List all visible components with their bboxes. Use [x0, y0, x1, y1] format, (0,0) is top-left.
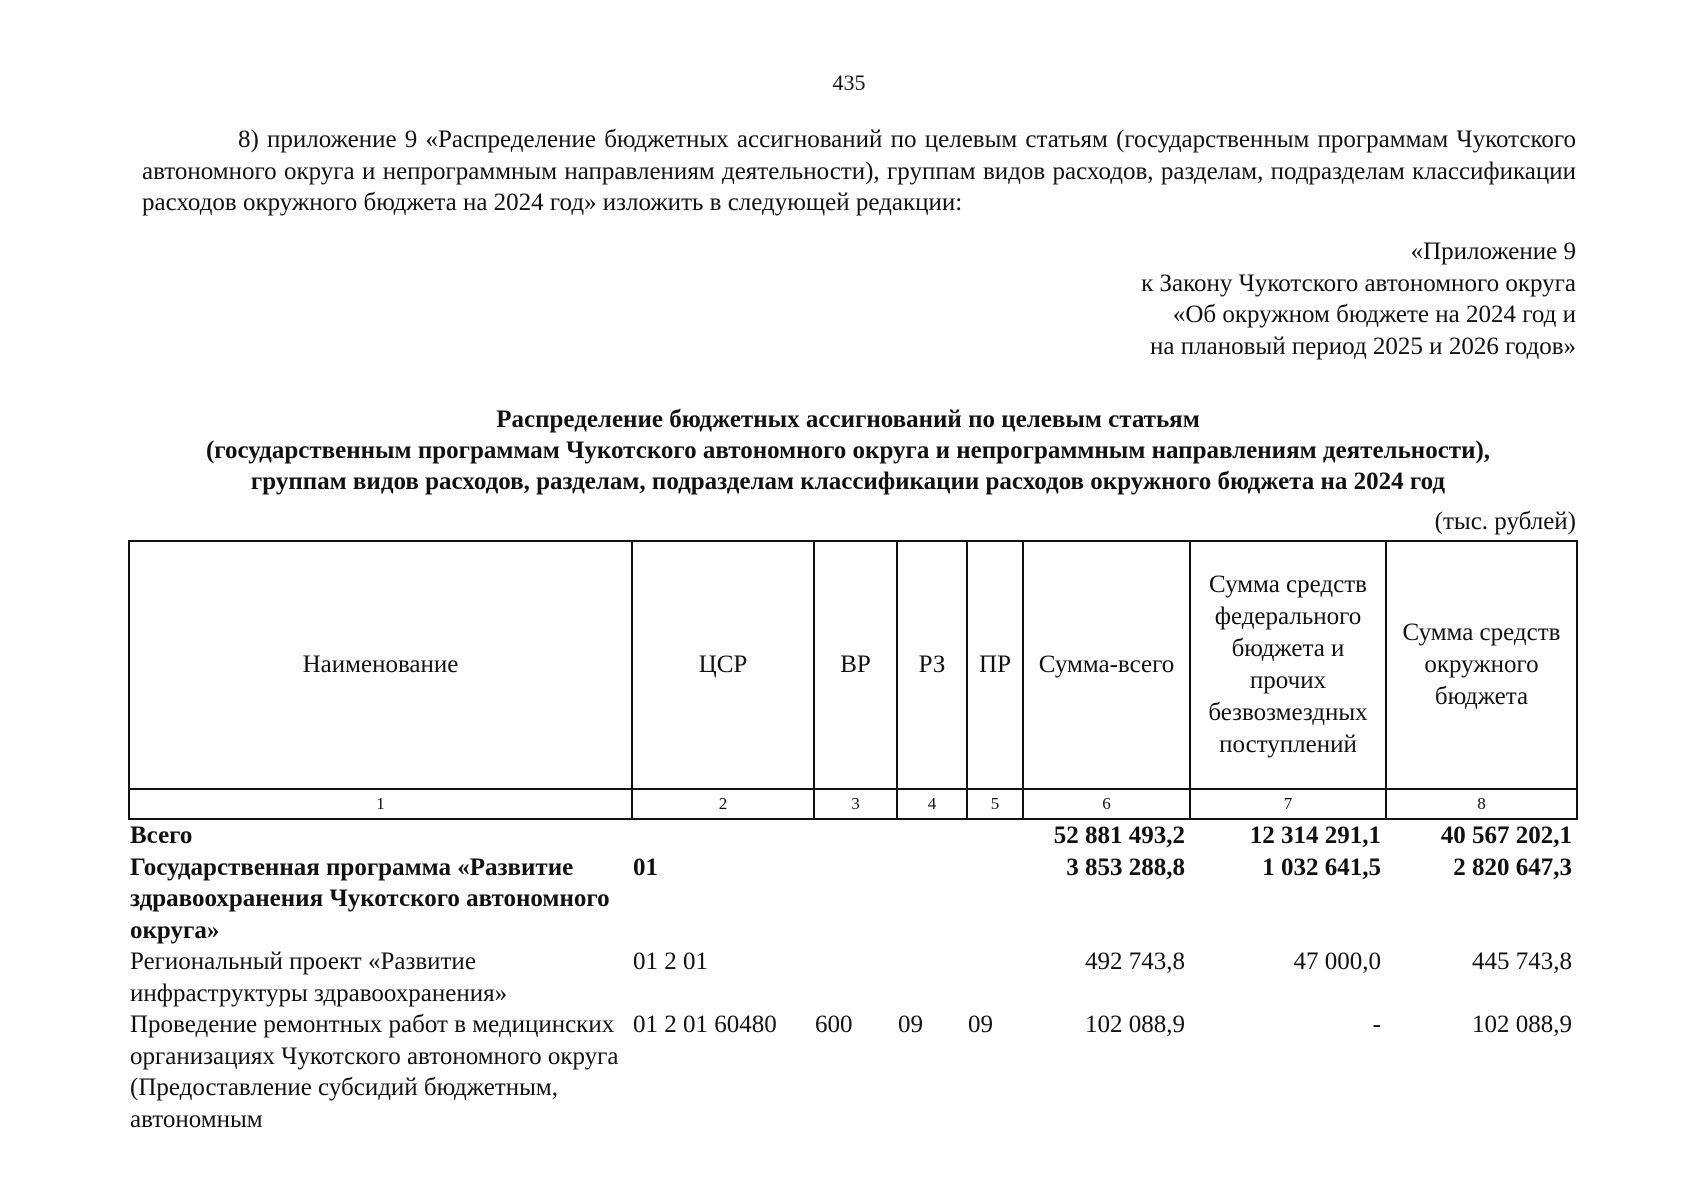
row-sum-district: 102 088,9	[1472, 1011, 1572, 1038]
column-number: 8	[1386, 789, 1577, 819]
row-csr: 01 2 01 60480	[633, 1011, 777, 1038]
budget-table-header	[128, 540, 1578, 820]
row-rz: 09	[898, 1011, 923, 1038]
table-row	[128, 946, 1576, 1009]
annex-line-4: на плановый период 2025 и 2026 годов»	[1150, 332, 1576, 360]
title-line-3: группам видов расходов, разделам, подразделам классификации расходов окружного бюджета на 2024 год	[250, 468, 1446, 495]
row-csr: 01 2 01	[633, 948, 708, 975]
row-sum-total: 492 743,8	[1085, 948, 1185, 975]
table-row	[128, 1009, 1576, 1135]
row-sum-total: 52 881 493,2	[1053, 822, 1185, 849]
row-csr	[631, 820, 813, 852]
header-sum-total: Сумма-всего	[1023, 541, 1190, 789]
row-pr	[966, 946, 1022, 1009]
row-name: Региональный проект «Развитие инфраструктуры здравоохранения»	[130, 948, 508, 1007]
row-vr	[813, 852, 896, 947]
row-sum-district: 2 820 647,3	[1453, 853, 1572, 881]
row-name: Всего	[130, 822, 193, 849]
table-row	[128, 820, 1576, 852]
header-vr: ВР	[814, 541, 897, 789]
row-csr: 01	[633, 853, 658, 881]
table-row	[128, 852, 1576, 947]
row-pr	[966, 852, 1022, 947]
row-sum-federal: -	[1372, 1011, 1381, 1038]
row-pr	[966, 820, 1022, 852]
unit-note: (тыс. рублей)	[1434, 508, 1576, 535]
column-number: 3	[814, 789, 897, 819]
row-sum-federal: 1 032 641,5	[1262, 853, 1381, 881]
row-name: Проведение ремонтных работ в медицинских организациях Чукотского автономного округа (Предоставление субсидий бюджетным, автономным	[130, 1011, 619, 1133]
column-number-row	[129, 789, 1577, 819]
budget-table-body	[128, 820, 1576, 1135]
row-sum-federal: 47 000,0	[1293, 948, 1381, 975]
annex-line-3: «Об окружном бюджете на 2024 год и	[1172, 301, 1576, 328]
row-sum-district: 445 743,8	[1472, 948, 1572, 975]
column-number: 2	[632, 789, 814, 819]
row-sum-district: 40 567 202,1	[1440, 822, 1572, 849]
title-line-2: (государственным программам Чукотского автономного округа и непрограммным направлениям деятельности),	[205, 437, 1491, 464]
column-number: 4	[897, 789, 967, 819]
column-number: 7	[1190, 789, 1386, 819]
annex-reference	[956, 236, 1576, 362]
column-number: 5	[967, 789, 1023, 819]
row-rz	[896, 820, 966, 852]
title-line-1: Распределение бюджетных ассигнований по целевым статьям	[496, 406, 1200, 433]
header-sum-federal: Сумма средств федерального бюджета и прочих безвозмездных поступлений	[1190, 541, 1386, 789]
column-number: 1	[129, 789, 632, 819]
header-row	[129, 541, 1577, 789]
row-pr: 09	[968, 1011, 993, 1038]
annex-line-2: к Закону Чукотского автономного округа	[1141, 269, 1576, 297]
annex-line-1: «Приложение 9	[1410, 238, 1576, 265]
header-csr: ЦСР	[632, 541, 814, 789]
column-number: 6	[1023, 789, 1190, 819]
header-sum-district: Сумма средств окружного бюджета	[1386, 541, 1577, 789]
row-rz	[896, 946, 966, 1009]
row-sum-total: 3 853 288,8	[1066, 853, 1185, 881]
header-pr: ПР	[967, 541, 1023, 789]
page-number: 435	[832, 70, 866, 95]
row-vr	[813, 946, 896, 1009]
row-sum-federal: 12 314 291,1	[1249, 822, 1381, 849]
row-sum-total: 102 088,9	[1085, 1011, 1185, 1038]
intro-paragraph: 8) приложение 9 «Распределение бюджетных ассигнований по целевым статьям (государственным программам Чукотского автономного округа и непрограммным направлениям деятельности), группам видов расходов, разделам, подразделам классификации расходов окружного бюджета на 2024 год» изложить в следующей редакции:	[142, 126, 1576, 216]
row-vr	[813, 820, 896, 852]
row-rz	[896, 852, 966, 947]
header-rz: РЗ	[897, 541, 967, 789]
row-vr: 600	[815, 1011, 853, 1038]
document-title	[118, 404, 1578, 497]
row-name: Государственная программа «Развитие здравоохранения Чукотского автономного округа»	[130, 853, 610, 944]
header-name: Наименование	[129, 541, 632, 789]
